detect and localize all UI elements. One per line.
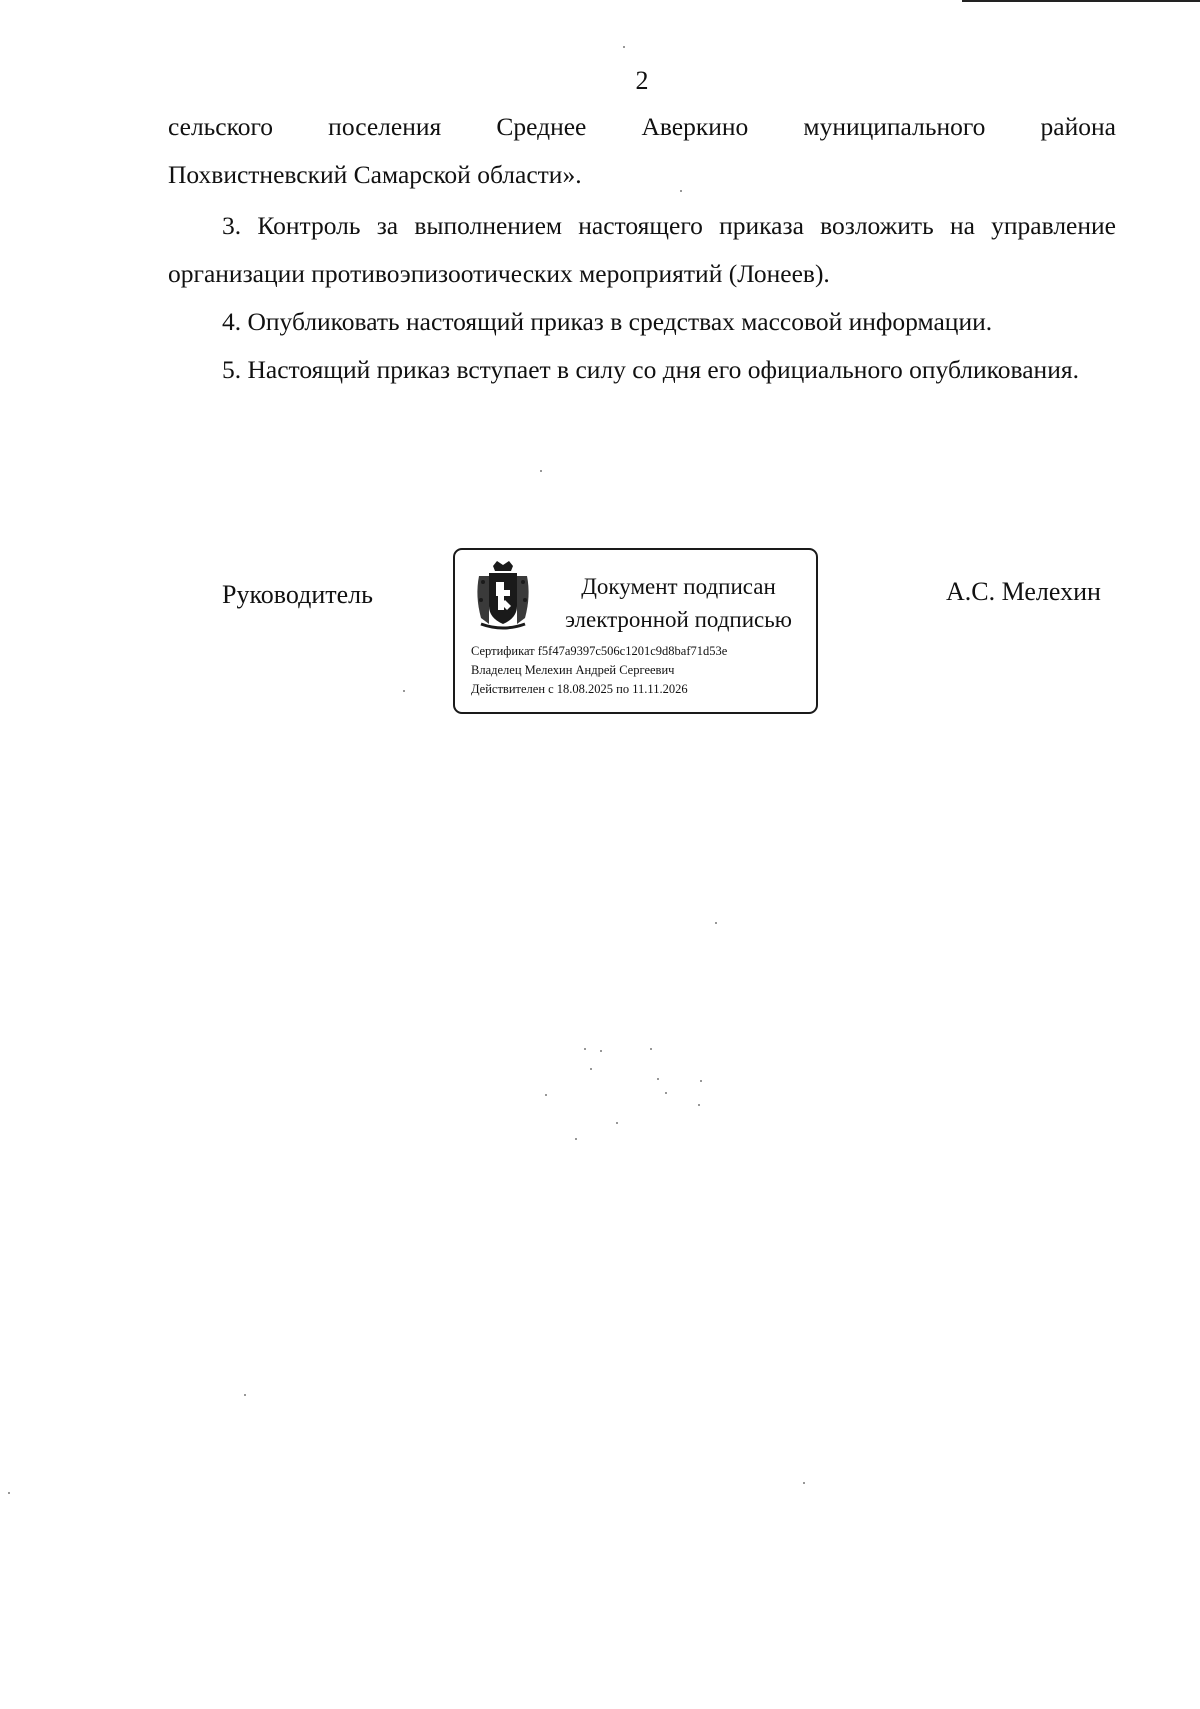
- paragraph-line: сельского поселения Среднее Аверкино муниципального района: [168, 112, 1116, 141]
- certificate-number: Сертификат f5f47a9397c506c1201c9d8baf71d53e: [471, 644, 728, 658]
- e-signature-stamp: [453, 548, 818, 714]
- stamp-details: [471, 642, 727, 699]
- paragraph-continuation: [168, 103, 1116, 199]
- certificate-owner: Владелец Мелехин Андрей Сергеевич: [471, 663, 675, 677]
- certificate-validity: Действителен с 18.08.2025 по 11.11.2026: [471, 682, 688, 696]
- stamp-title-line: Документ подписан: [581, 574, 776, 599]
- paragraph-text: 4. Опубликовать настоящий приказ в средствах массовой информации.: [222, 307, 993, 336]
- signatory-name: А.С. Мелехин: [946, 577, 1101, 606]
- paragraph-text: 3. Контроль за выполнением настоящего приказа возложить на управление организации противоэпизоотических мероприятий (Лонеев).: [168, 211, 1116, 288]
- paragraph-4: [168, 298, 1116, 346]
- signatory-role: Руководитель: [222, 580, 373, 609]
- stamp-title-line: электронной подписью: [565, 607, 792, 632]
- coat-of-arms-icon: [471, 560, 535, 632]
- stamp-title: [551, 570, 806, 636]
- page-number: 2: [635, 66, 649, 95]
- paragraph-text: 5. Настоящий приказ вступает в силу со дня его официального опубликования.: [222, 355, 1079, 384]
- top-rule: [962, 0, 1200, 2]
- paragraph-3: [168, 202, 1116, 298]
- paragraph-line: Похвистневский Самарской области».: [168, 160, 582, 189]
- paragraph-5: [168, 346, 1116, 394]
